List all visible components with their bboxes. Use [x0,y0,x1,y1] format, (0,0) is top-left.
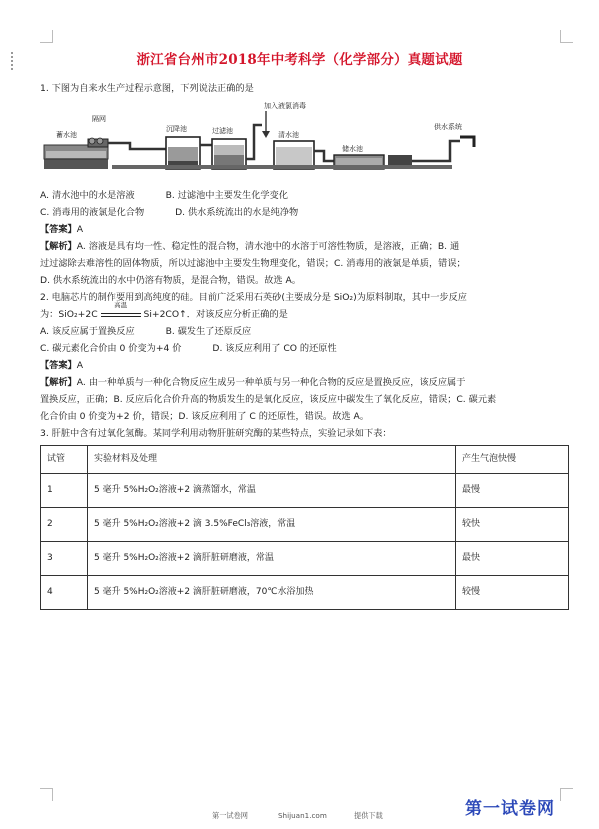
q2-equation-suffix: Si+2CO↑．对该反应分析正确的是 [143,309,288,320]
table-cell-tube: 1 [41,474,88,508]
q3-stem: 3. 肝脏中含有过氧化氢酶。某同学利用动物肝脏研究酶的某些特点，实验记录如下表： [40,428,392,439]
q1-options-row1 [40,187,570,204]
table-row [41,576,569,610]
q2-options-row2 [40,340,570,357]
q1-analysis-line-3: D. 供水系统流出的水中仍溶有物质，是混合物，错误。故选 A。 [40,275,301,286]
q2-answer [40,357,570,374]
q1-answer [40,221,570,238]
table-row [41,474,569,508]
ground-line [112,165,452,169]
pipe-1 [108,143,166,149]
q1-analysis-text-1: A. 溶液是具有均一性、稳定性的混合物，清水池中的水溶于可溶性物质，是溶液，正确；B. 通 [76,241,460,252]
q2-option-b: B. 碳发生了还原反应 [165,326,252,337]
q2-options-row1 [40,323,570,340]
q2-analysis-label: 【解析】 [40,377,77,388]
q1-stem: 1. 下图为自来水生产过程示意图，下列说法正确的是 [40,83,254,94]
document-body [40,80,570,610]
crop-mark-top-left [40,30,53,43]
faucet-shape [460,137,474,147]
chlorine-arrow-head [262,131,270,138]
table-cell-material: 5 毫升 5%H₂O₂溶液+2 滴肝脏研磨液，常温 [88,542,456,576]
table-cell-material: 5 毫升 5%H₂O₂溶液+2 滴蒸馏水，常温 [88,474,456,508]
table-header-row [41,446,569,474]
q2-option-c: C. 碳元素化合价由 0 价变为+4 价 [40,343,182,354]
crop-mark-top-right [560,30,573,43]
brand-logo: 第一试卷网 [465,799,555,819]
table-cell-speed: 较慢 [456,576,569,610]
table-cell-material: 5 毫升 5%H₂O₂溶液+2 滴 3.5%FeCl₃溶液，常温 [88,508,456,542]
label-filter-net: 隔网 [92,115,106,123]
label-filter-pool: 过滤池 [212,127,233,135]
q2-equation-condition: 高温 [114,301,128,309]
label-supply-system: 供水系统 [434,123,462,131]
q1-analysis-line-1 [40,238,570,255]
table-header-tube: 试管 [41,446,88,474]
q2-equation [40,301,570,323]
q2-answer-label: 【答案】 [40,360,77,371]
table-cell-tube: 2 [41,508,88,542]
q1-analysis-line-2: 过过滤除去难溶性的固体物质，所以过滤池中主要发生物理变化，错误；C. 消毒用的液氯是单质，错误； [40,258,466,269]
q2-equation-arrow [101,301,141,323]
q1-answer-label: 【答案】 [40,224,77,235]
q1-option-a: A. 清水池中的水是溶液 [40,190,135,201]
q2-option-a: A. 该反应属于置换反应 [40,326,135,337]
q1-option-b: B. 过滤池中主要发生化学变化 [165,190,288,201]
q2-option-d: D. 该反应利用了 CO 的还原性 [212,343,337,354]
table-cell-speed: 最慢 [456,474,569,508]
table-cell-speed: 较快 [456,508,569,542]
table-cell-material: 5 毫升 5%H₂O₂溶液+2 滴肝脏研磨液，70℃水浴加热 [88,576,456,610]
pipe-4 [314,151,334,161]
q2-analysis-line-2: 置换反应，正确；B. 反应后化合价升高的物质发生的是氧化反应，该反应中碳发生了氧化反应，错误；C. 碳元素 [40,394,497,405]
label-storage-pool: 蓄水池 [56,131,77,139]
q3-experiment-table [40,445,569,610]
water-process-svg [42,101,482,183]
crop-mark-bottom-left [40,788,53,801]
q2-analysis-line-3: 化合价由 0 价变为+2 价，错误；D. 该反应利用了 C 的还原性，错误。故选 A。 [40,411,369,422]
pipe-5 [412,141,460,161]
storage-pool-base [44,159,108,169]
q1-analysis-label: 【解析】 [40,241,77,252]
footer-center-link[interactable]: Shijuan1.com [278,811,327,820]
q1-option-d: D. 供水系统流出的水是纯净物 [175,207,299,218]
table-header-material: 实验材料及处理 [88,446,456,474]
document-title: 浙江省台州市2018年中考科学（化学部分）真题试题 [136,52,463,68]
q1-water-process-diagram [42,101,482,183]
table-cell-tube: 4 [41,576,88,610]
storage-pool-water [46,151,106,158]
pipe-3 [246,125,262,159]
label-add-chlorine: 加入液氯消毒 [264,102,306,110]
q1-answer-value: A [76,224,84,235]
table-cell-speed: 最快 [456,542,569,576]
table-cell-tube: 3 [41,542,88,576]
q2-equation-prefix: 为：SiO₂+2C [40,309,98,320]
table-row [41,542,569,576]
table-row [41,508,569,542]
q2-answer-value: A [76,360,84,371]
label-sedimentation-pool: 沉降池 [166,125,187,133]
clear-water-pool-water [276,147,312,167]
q2-stem: 2. 电脑芯片的制作要用到高纯度的硅。目前广泛采用石英砂(主要成分是 SiO₂)为原料制取，其中一步反应 [40,292,467,303]
q2-analysis-line-1 [40,374,570,391]
footer-left-text: 第一试卷网 [212,811,248,820]
table-header-bubble-speed: 产生气泡快慢 [456,446,569,474]
filter-pool-water [214,145,244,155]
q1-option-c: C. 消毒用的液氯是化合物 [40,207,145,218]
q1-options-row2 [40,204,570,221]
footer-right-text: 提供下载 [354,811,383,820]
q2-analysis-text-1: A. 由一种单质与一种化合物反应生成另一种单质与另一种化合物的反应是置换反应，该反应属于 [76,377,466,388]
crop-mark-bottom-right [560,788,573,801]
label-clear-water-pool: 清水池 [278,131,299,139]
pump-wheel-2 [97,138,103,144]
label-water-storage-pool: 储水池 [342,145,363,153]
pump-wheel-1 [89,138,95,144]
